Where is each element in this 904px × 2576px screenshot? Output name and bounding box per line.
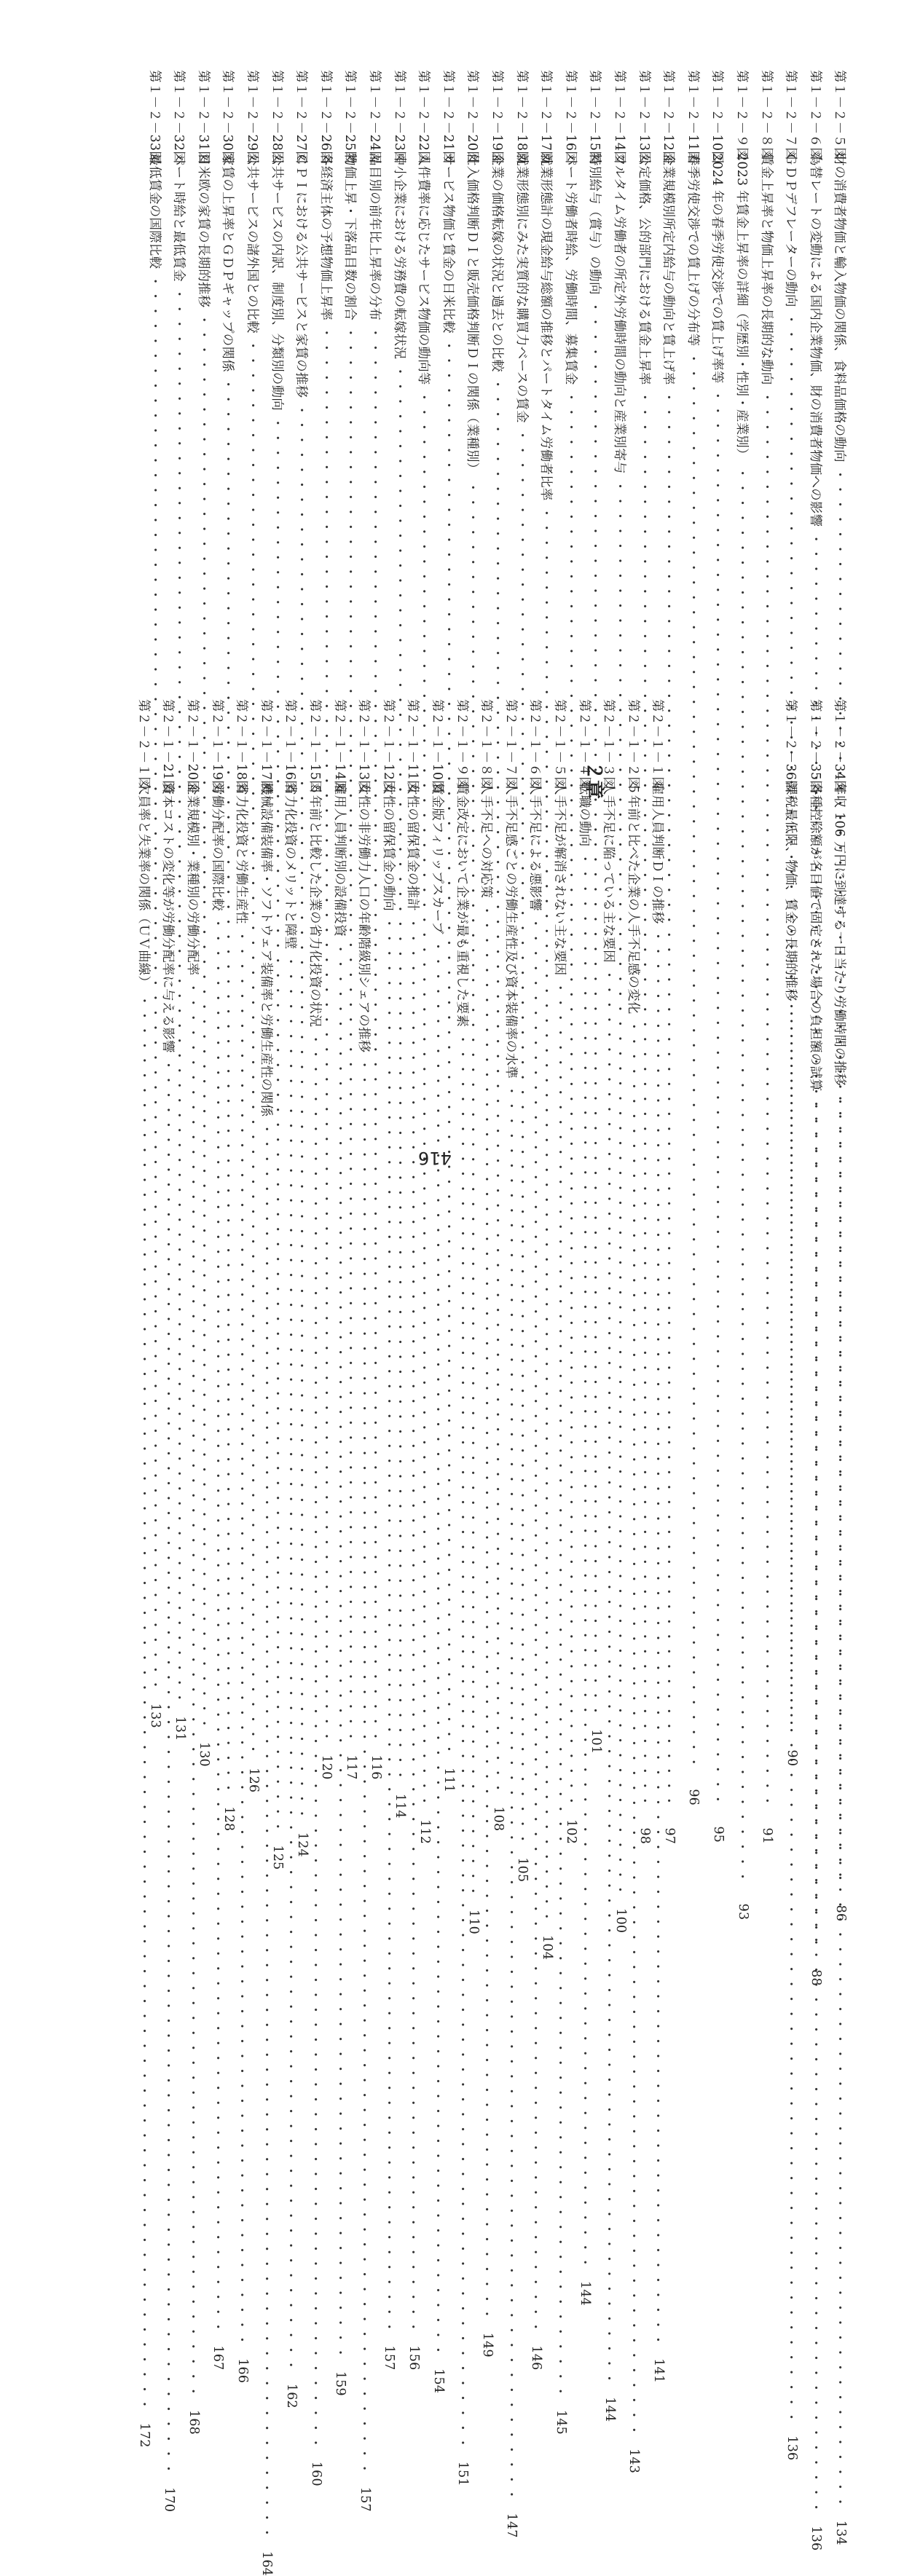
- dot-leader: [209, 917, 227, 2336]
- dot-leader: [807, 1098, 825, 2516]
- figure-title: 資本コストの変化等が労働分配率に与える影響: [160, 782, 176, 1053]
- figure-title: 最低賃金の国際比較: [146, 153, 162, 269]
- page-reference: 154: [431, 2368, 446, 2394]
- toc-entry: [218, 70, 240, 1832]
- page-reference: 134: [833, 2520, 848, 2545]
- figure-number: 第１－２－15図: [587, 70, 602, 164]
- page-reference: 131: [172, 1716, 187, 1741]
- figure-number: 第１－２－23図: [391, 70, 406, 164]
- page-reference: 167: [211, 2345, 226, 2371]
- figure-title: サービス物価と賃金の日米比較: [440, 153, 455, 334]
- figure-number: 第１－２－31図: [195, 70, 211, 164]
- figure-title: 家賃の上昇率とＧＤＰギャップの関係: [220, 153, 235, 372]
- toc-entry: [634, 70, 656, 1845]
- dot-leader: [625, 1020, 643, 2439]
- page-reference: 126: [245, 1768, 261, 1793]
- figure-title: 2023 年賃金上昇率の詳細（学歴別・性別・産業別）: [734, 153, 750, 461]
- page-reference: 86: [833, 1905, 848, 1922]
- page-reference: 104: [539, 1935, 554, 1961]
- page-reference: 91: [760, 1827, 775, 1845]
- page-reference: 170: [162, 2487, 176, 2513]
- figure-title: 中小企業における労務費の転嫁状況: [391, 153, 406, 360]
- figure-number: 第２－１－９図: [454, 699, 469, 789]
- page-reference: 160: [308, 2461, 323, 2486]
- dot-leader: [355, 1058, 374, 2477]
- dot-leader: [454, 1033, 472, 2451]
- toc-entry: [133, 699, 155, 2448]
- toc-entry: [732, 70, 754, 1921]
- page-reference: 101: [589, 1729, 603, 1754]
- page-reference: 133: [148, 1703, 163, 1728]
- page-reference: 159: [333, 2371, 348, 2396]
- figure-number: 第１－２－11図: [685, 70, 700, 164]
- dot-leader: [160, 1059, 178, 2478]
- figure-number: 第１－２－９図: [734, 70, 750, 160]
- dot-leader: [650, 930, 668, 2349]
- page-reference: 128: [221, 1806, 236, 1832]
- dot-leader: [832, 1092, 850, 2510]
- dot-leader: [710, 390, 728, 1808]
- figure-number: 第２－１－15図: [307, 699, 323, 793]
- toc-entry: [243, 70, 264, 1793]
- figure-title: 人手不足への対応策: [479, 782, 494, 899]
- figure-title: ＣＰＩにおける公共サービスと家賃の推移: [294, 153, 309, 398]
- dot-leader: [782, 1007, 801, 2426]
- toc-entry: [365, 70, 387, 1780]
- page-reference: 149: [479, 2332, 495, 2358]
- figure-number: 第１－２－19図: [490, 70, 505, 164]
- figure-title: 女性の非労働力人口の年齢階級別シェアの推移: [356, 782, 372, 1053]
- figure-number: 第２－２－１図: [135, 699, 151, 789]
- figure-number: 第１－２－16図: [562, 70, 578, 164]
- figure-title: 女性の留保賃金の推計: [405, 782, 420, 911]
- figure-number: 第１－２－20図: [465, 70, 480, 164]
- page-reference: 147: [504, 2513, 519, 2538]
- page-reference: 97: [661, 1827, 677, 1845]
- figure-number: 第１－２－30図: [220, 70, 235, 164]
- page-reference: 141: [651, 2358, 666, 2384]
- page-reference: 95: [711, 1826, 726, 1843]
- figure-number: 第１－２－36図: [783, 699, 798, 793]
- page-reference: 157: [382, 2345, 397, 2371]
- figure-title: 公定価格、公的部門における賃金上昇率: [636, 153, 651, 385]
- page-reference: 146: [529, 2345, 543, 2371]
- page-reference: 112: [417, 1819, 432, 1845]
- figure-number: 第１－２－12図: [661, 70, 676, 164]
- figure-number: 第２－１－12図: [380, 699, 396, 793]
- page-number: 416: [418, 1148, 452, 1168]
- page-reference: 93: [735, 1903, 750, 1921]
- figure-number: 第２－１－３図: [601, 699, 616, 789]
- page-reference: 164: [259, 2551, 275, 2576]
- toc-entry: [487, 70, 509, 1832]
- page-reference: 111: [441, 1768, 457, 1793]
- chapter-heading: ２章: [583, 761, 605, 800]
- page-reference: 151: [455, 2461, 471, 2486]
- dot-leader: [233, 930, 251, 2349]
- toc-entry: [756, 70, 778, 1845]
- figure-number: 第１－２－８図: [758, 70, 774, 160]
- dot-leader: [380, 917, 398, 2336]
- toc-entry: [267, 70, 288, 1870]
- toc-entry: [511, 70, 533, 1883]
- page-reference: 168: [186, 2409, 201, 2435]
- figure-title: 春季労使交渉での賃上げの分布等: [685, 153, 700, 347]
- figure-title: 人手不足による悪影響: [527, 782, 543, 911]
- figure-number: 第１－２－26図: [318, 70, 333, 164]
- toc-entry: [340, 70, 362, 1780]
- figure-title: 課税最低限、物価、賃金の長期的推移: [783, 782, 798, 1001]
- figure-title: パート時給と最低賃金: [171, 153, 186, 282]
- figure-title: 人手不足が解消されない主な要因: [552, 782, 567, 976]
- figure-title: 賃金上昇率と物価上昇率の長期的な動向: [758, 153, 774, 385]
- figure-title: 賃金版フィリップスカーブ: [430, 782, 445, 934]
- page-reference: 124: [294, 1832, 310, 1857]
- figure-number: 第１－２－28図: [269, 70, 284, 164]
- page-reference: 116: [368, 1754, 383, 1780]
- figure-title: 日米欧の家賃の長期的推移: [195, 153, 211, 308]
- figure-title: 雇用人員判断ＤＩの推移: [650, 782, 665, 924]
- figure-number: 第１－２－27図: [294, 70, 309, 164]
- dot-leader: [551, 982, 570, 2400]
- page-reference: 117: [344, 1754, 358, 1780]
- figure-title: 労働分配率の国際比較: [209, 782, 224, 911]
- figure-number: 第２－１－16図: [283, 699, 298, 793]
- page-reference: 145: [553, 2409, 568, 2435]
- figure-number: 第１－２－17図: [538, 70, 554, 164]
- figure-number: 第２－１－14図: [331, 699, 347, 793]
- figure-title: 企業規模別所定内給与の動向と賃上げ率: [661, 153, 676, 385]
- figure-title: 品目別の前年比上昇率の分布: [367, 153, 382, 321]
- figure-title: ５年前と比較した企業の省力化投資の状況: [307, 782, 323, 1028]
- dot-leader: [307, 1033, 325, 2451]
- figure-title: 賃金改定において企業が最も重視した要素: [454, 782, 469, 1028]
- figure-number: 第２－１－５図: [552, 699, 567, 789]
- toc-entry: [193, 70, 215, 1767]
- figure-title: 人手不足に陥っている主な要因: [601, 782, 616, 963]
- figure-number: 第２－１－８図: [479, 699, 494, 789]
- page-reference: 156: [406, 2345, 421, 2371]
- figure-title: 各経済主体の予想物価上昇率: [318, 153, 333, 321]
- toc-entry: [463, 70, 484, 1934]
- page-reference: 120: [319, 1754, 334, 1780]
- dot-leader: [258, 1123, 276, 2542]
- page-reference: 114: [393, 1793, 408, 1819]
- figure-number: 第１－２－25図: [342, 70, 358, 164]
- page-reference: 108: [490, 1806, 506, 1832]
- toc-entry: [452, 699, 473, 2486]
- figure-title: 物価上昇・下落品目数の割合: [342, 153, 358, 321]
- dot-leader: [503, 1084, 521, 2503]
- figure-number: 第１－２－22図: [416, 70, 431, 164]
- toc-entry: [169, 70, 191, 1741]
- toc-entry: [144, 70, 166, 1728]
- figure-number: 第２－１－２図: [625, 699, 640, 789]
- figure-number: 第２－１－18図: [234, 699, 249, 793]
- figure-title: 転職の動向: [576, 782, 591, 847]
- dot-leader: [405, 917, 423, 2336]
- figure-number: 第１－２－33図: [146, 70, 162, 164]
- page-reference: 136: [809, 2526, 824, 2551]
- toc-entry: [610, 70, 632, 1934]
- figure-number: 第１－２－35図: [807, 699, 822, 793]
- figure-title: 女性の留保賃金の動向: [380, 782, 396, 911]
- figure-title: 省力化投資と労働生産性: [234, 782, 249, 924]
- figure-number: 第２－１－17図: [258, 699, 273, 793]
- figure-number: 第１－２－10図: [710, 70, 725, 164]
- dot-leader: [527, 917, 546, 2336]
- page-reference: 96: [686, 1789, 701, 1805]
- figure-title: パート労働者時給、労働時間、募集賃金: [562, 153, 578, 385]
- figure-title: 財の消費者物価と輸入物価の関係、食料品価格の動向: [832, 153, 847, 462]
- figure-title: ＧＤＰデフレーターの動向: [783, 153, 798, 307]
- dot-leader: [135, 994, 154, 2413]
- figure-title: 人件費率に応じたサービス物価の動向等: [416, 153, 431, 385]
- figure-number: 第２－１－６図: [527, 699, 543, 789]
- figure-number: 第１－２－７図: [783, 70, 798, 160]
- figure-number: 第１－２－６図: [807, 70, 822, 160]
- figure-number: 第１－２－５図: [832, 70, 847, 160]
- figure-title: 仕入価格判断ＤＩと販売価格判断ＤＩの関係（業種別）: [465, 153, 480, 476]
- page-reference: 144: [578, 2280, 593, 2306]
- figure-title: 各種控除額が名目値で固定された場合の負担額の試算: [807, 782, 822, 1092]
- figure-number: 第１－２－29図: [245, 70, 260, 164]
- figure-number: 第２－１－20図: [185, 699, 200, 793]
- toc-entry: [659, 70, 680, 1845]
- page-reference: 162: [284, 2383, 299, 2408]
- page-reference: 136: [784, 2435, 799, 2461]
- figure-number: 第２－１－１図: [650, 699, 665, 789]
- figure-title: 年収 106 万円に到達する一日当たり労働時間の推移: [832, 782, 847, 1087]
- figure-title: 機械設備装備率・ソフトウェア装備率と労働生産性の関係: [258, 782, 273, 1117]
- figure-number: 第２－１－10図: [430, 699, 445, 793]
- page-reference: 130: [197, 1741, 212, 1767]
- figure-title: ５年前と比べた企業の人手不足感の変化: [625, 782, 640, 1015]
- dot-leader: [600, 969, 618, 2387]
- dot-leader: [758, 391, 777, 1810]
- toc-entry: [291, 70, 313, 1857]
- dot-leader: [283, 955, 301, 2374]
- dot-leader: [685, 352, 703, 1771]
- figure-title: 2024 年の春季労使交渉での賃上げ率等: [710, 153, 725, 384]
- figure-number: 第２－１－７図: [503, 699, 518, 789]
- figure-number: 第１－２－32図: [171, 70, 186, 164]
- figure-number: 第１－２－34図: [832, 699, 847, 793]
- figure-title: 雇用人員判断別の設備投資: [331, 782, 347, 937]
- page-reference: 98: [637, 1827, 653, 1845]
- figure-number: 第２－１－21図: [160, 699, 176, 793]
- dot-leader: [576, 853, 594, 2272]
- figure-number: 第１－２－13図: [636, 70, 651, 164]
- page-reference: 157: [357, 2486, 372, 2512]
- figure-number: 第１－２－24図: [367, 70, 382, 164]
- figure-title: 公共サービスの内訳、制度別、分類別の動向: [269, 153, 284, 411]
- figure-number: 第２－１－19図: [209, 699, 224, 793]
- page-reference: 105: [515, 1857, 530, 1883]
- toc-entry: [536, 70, 558, 1961]
- figure-title: フルタイム労働者の所定外労働時間の動向と産業別寄与: [612, 153, 627, 474]
- toc-entry: [560, 70, 582, 1845]
- page-reference: 125: [270, 1845, 286, 1870]
- toc-entry: [500, 699, 522, 2538]
- figure-title: 特別給与（賞与）の動向: [587, 153, 602, 295]
- toc-entry: [378, 699, 400, 2371]
- page-reference: 166: [235, 2358, 250, 2384]
- figure-number: 第２－１－４図: [576, 699, 591, 789]
- page-reference: 90: [784, 1749, 799, 1767]
- toc-entry: [683, 70, 704, 1805]
- figure-number: 第１－２－14図: [612, 70, 627, 164]
- figure-number: 第２－１－11図: [405, 699, 420, 793]
- page-reference: 143: [626, 2449, 642, 2474]
- toc-entry: [389, 70, 411, 1819]
- figure-title: 公共サービスの諸外国との比較: [245, 153, 260, 334]
- dot-leader: [734, 467, 752, 1886]
- toc-entry: [438, 70, 460, 1793]
- figure-title: 企業の価格転嫁の状況と過去との比較: [490, 153, 505, 372]
- page-reference: 100: [613, 1908, 628, 1934]
- figure-title: 就業形態別にみた実質的な購買力ベースの賃金: [514, 153, 529, 423]
- page-reference: 110: [466, 1909, 481, 1934]
- dot-leader: [184, 982, 203, 2400]
- figure-title: 企業規模別・業種別の労働分配率: [185, 782, 200, 976]
- figure-title: 欠員率と失業率の関係（ＵＶ曲線）: [135, 782, 151, 989]
- page-reference: 102: [564, 1819, 579, 1845]
- figure-number: 第１－２－21図: [440, 70, 455, 164]
- figure-title: 省力化投資のメリットと障壁: [283, 782, 298, 950]
- page-reference: 172: [137, 2422, 152, 2448]
- figure-title: 人手不足感ごとの労働生産性及び資本装備率の水準: [503, 782, 518, 1079]
- figure-title: 就業形態計の現金給与総額の推移とパートタイム労働者比率: [538, 153, 554, 501]
- dot-leader: [331, 942, 350, 2361]
- page-reference: 144: [602, 2397, 617, 2422]
- figure-number: 第２－１－13図: [356, 699, 372, 793]
- toc-entry: [707, 70, 729, 1843]
- figure-number: 第１－２－18図: [514, 70, 529, 164]
- figure-title: 為替レートの変動による国内企業物価、財の消費者物価への影響: [807, 153, 822, 527]
- dot-leader: [478, 904, 496, 2323]
- page-reference: 88: [809, 1969, 824, 1986]
